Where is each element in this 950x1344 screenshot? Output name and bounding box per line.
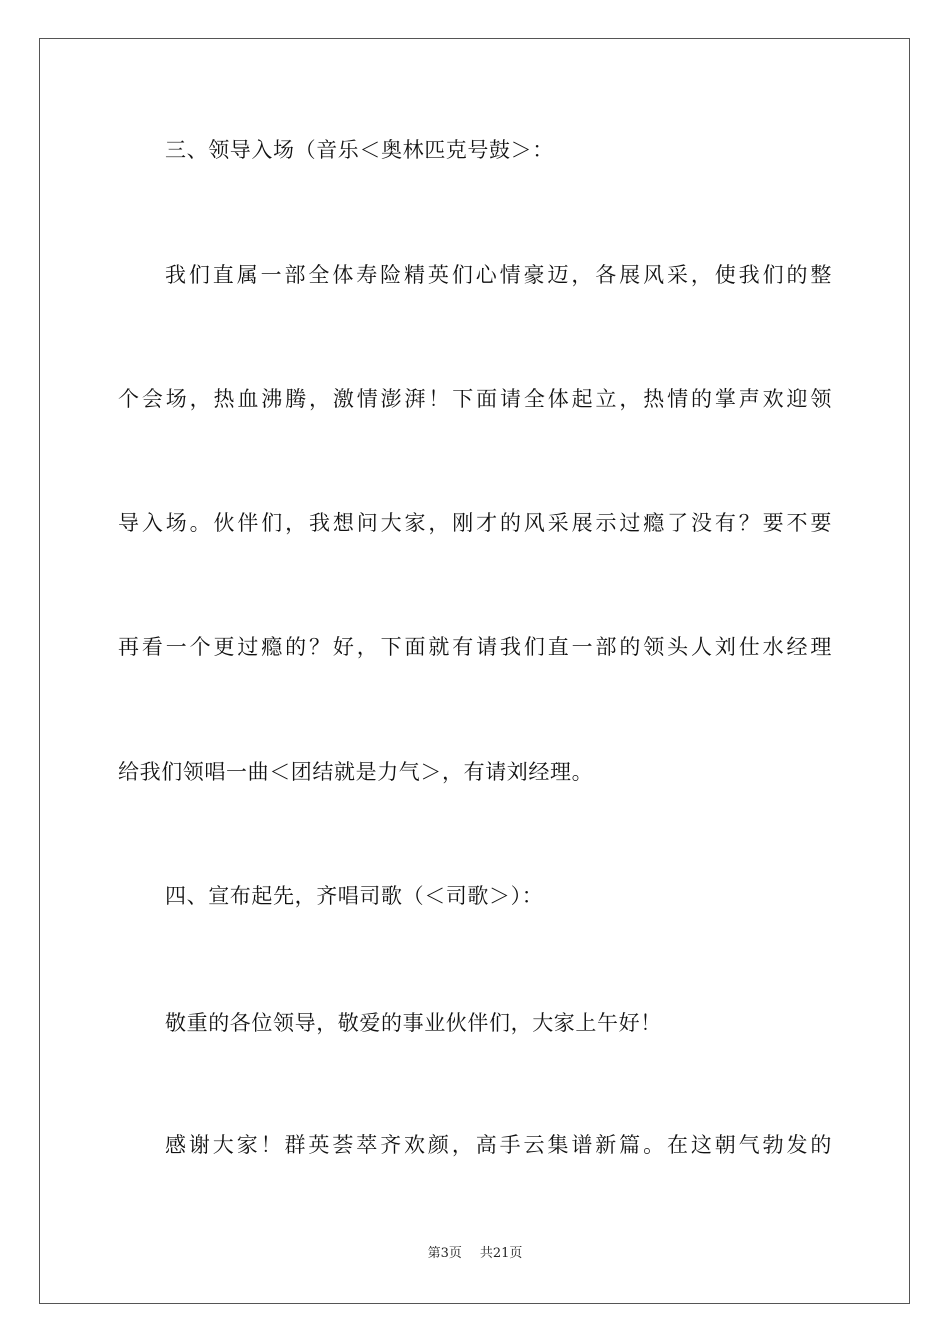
paragraph-line: 给我们领唱一曲＜团结就是力气＞，有请刘经理。 (118, 760, 594, 784)
paragraph-line: 我们直属一部全体寿险精英们心情豪迈，各展风采，使我们的整 (165, 263, 832, 287)
section-heading-four: 四、宣布起先，齐唱司歌（＜司歌＞）： (165, 884, 544, 908)
paragraph-line: 个会场，热血沸腾，激情澎湃！下面请全体起立，热情的掌声欢迎领 (118, 387, 832, 411)
page-frame (39, 38, 910, 1304)
paragraph-line: 敬重的各位领导，敬爱的事业伙伴们，大家上午好！ (165, 1011, 662, 1035)
paragraph-line: 再看一个更过瘾的？好，下面就有请我们直一部的领头人刘仕水经理 (118, 635, 832, 659)
page-total: 共21页 (479, 1246, 523, 1261)
page-footer (0, 1245, 950, 1263)
paragraph-line: 感谢大家！群英荟萃齐欢颜，高手云集谱新篇。在这朝气勃发的 (165, 1133, 832, 1157)
paragraph-line: 导入场。伙伴们，我想问大家，刚才的风采展示过瘾了没有？要不要 (118, 511, 832, 535)
section-heading-three: 三、领导入场（音乐＜奥林匹克号鼓＞： (165, 138, 554, 162)
page-number: 第3页 (427, 1246, 462, 1261)
